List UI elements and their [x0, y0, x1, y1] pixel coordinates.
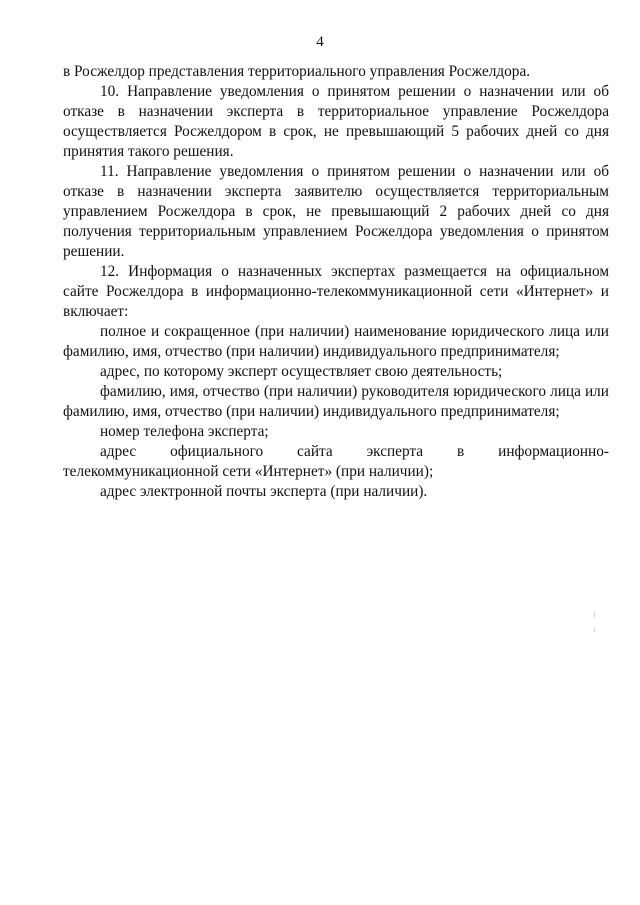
paragraph-10: 10. Направление уведомления о принятом решении о назначении или об отказе в назначении эксперта в территориальное управление Росжелдора осуществляется Росжелдором в срок, не превышающий 5 рабочих дней со дня принятия такого решения. — [63, 83, 609, 160]
paragraph-11: 11. Направление уведомления о принятом решении о назначении или об отказе в назначении эксперта заявителю осуществляется территориальным управлением Росжелдора в срок, не превышающий 2 рабочих дней со дня получения территориальным управлением Росжелдора уведомления о принятом решении. — [63, 163, 609, 260]
list-item-head-name: фамилию, имя, отчество (при наличии) руководителя юридического лица или фамилию, имя, отчество (при наличии) индивидуального предпринимателя; — [63, 383, 609, 420]
scan-artifact — [594, 628, 595, 632]
list-item-address: адрес, по которому эксперт осуществляет свою деятельность; — [100, 363, 503, 380]
page-number: 4 — [316, 34, 324, 50]
list-item-website: адрес официального сайта эксперта в информационно-телекоммуникационной сети «Интернет» (при наличии); — [63, 443, 609, 480]
paragraph-12: 12. Информация о назначенных экспертах размещается на официальном сайте Росжелдора в информационно-телекоммуникационной сети «Интернет» и включает: — [63, 263, 609, 320]
document-body — [63, 62, 609, 502]
paragraph-continuation: в Росжелдор представления территориального управления Росжелдора. — [63, 63, 531, 80]
list-item-name: полное и сокращенное (при наличии) наименование юридического лица или фамилию, имя, отчество (при наличии) индивидуального предпринимателя; — [63, 323, 609, 360]
list-item-phone: номер телефона эксперта; — [100, 423, 269, 440]
scan-artifact — [594, 612, 595, 617]
list-item-email: адрес электронной почты эксперта (при наличии). — [100, 483, 428, 500]
